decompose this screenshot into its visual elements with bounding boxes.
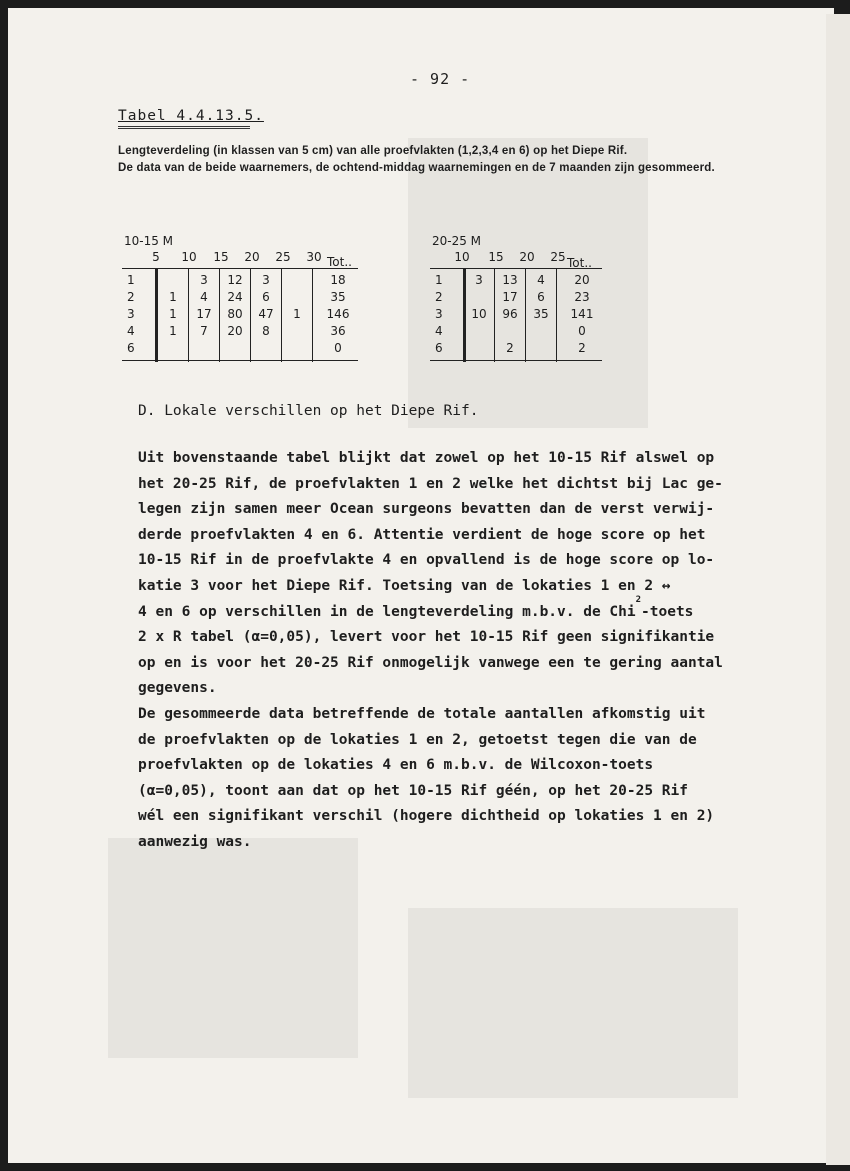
text-line: 10-15 Rif in de proefvlakte 4 en opvallend is de hoge score op lo- <box>138 552 715 569</box>
row-total: 0 <box>334 341 342 355</box>
column-header: 10 <box>454 250 470 264</box>
table-cell: 12 <box>227 273 243 287</box>
text-line: legen zijn samen meer Ocean surgeons bevatten dan de verst verwij- <box>138 501 715 518</box>
row-total: 18 <box>330 273 346 287</box>
bottom-rule <box>430 360 602 361</box>
table-cell: 20 <box>227 324 243 338</box>
row-label: 4 <box>435 324 443 338</box>
row-label: 1 <box>435 273 443 287</box>
text-line: (α=0,05), toont aan dat op het 10-15 Rif géén, op het 20-25 Rif <box>138 782 688 799</box>
table-cell: 17 <box>502 290 518 304</box>
column-header: 20 <box>519 250 535 264</box>
column-divider <box>281 268 282 362</box>
table-cell: 3 <box>200 273 208 287</box>
table-cell: 35 <box>533 307 549 321</box>
table-cell: 1 <box>293 307 301 321</box>
column-divider <box>494 268 495 362</box>
table-cell: 4 <box>200 290 208 304</box>
column-divider <box>250 268 251 362</box>
table-cell: 1 <box>169 290 177 304</box>
bleed-through-shadow <box>108 838 358 1058</box>
text-line: 4 en 6 op verschillen in de lengteverdeling m.b.v. de Chi$^2$-toets <box>138 594 694 620</box>
total-header: Tot.. <box>327 255 352 269</box>
row-total: 23 <box>574 290 590 304</box>
column-divider <box>312 268 313 362</box>
table-cell: 17 <box>196 307 212 321</box>
row-total: 35 <box>330 290 346 304</box>
row-label: 2 <box>127 290 135 304</box>
row-total: 146 <box>326 307 350 321</box>
text-line: derde proefvlakten 4 en 6. Attentie verdient de hoge score op het <box>138 526 706 543</box>
text-line: wél een signifikant verschil (hogere dichtheid op lokaties 1 en 2) <box>138 808 715 825</box>
row-total: 0 <box>578 324 586 338</box>
superscript: 2 <box>635 594 642 605</box>
text-line: Uit bovenstaande tabel blijkt dat zowel op het 10-15 Rif alswel op <box>138 450 715 466</box>
row-total: 2 <box>578 341 586 355</box>
table-cell: 1 <box>169 324 177 338</box>
text-line: katie 3 voor het Diepe Rif. Toetsing van de lokaties 1 en 2 ↔ <box>138 577 671 594</box>
table-cell: 13 <box>502 273 518 287</box>
text-line: op en is voor het 20-25 Rif onmogelijk vanwege een te gering aantal <box>138 654 723 671</box>
column-header: 20 <box>244 250 260 264</box>
table-cell: 10 <box>471 307 487 321</box>
table-cell: 2 <box>506 341 514 355</box>
column-header: 5 <box>152 250 160 264</box>
table-label: 10-15 M <box>124 234 174 248</box>
header-rule <box>430 268 602 269</box>
row-total: 20 <box>574 273 590 287</box>
section-heading: D. Lokale verschillen op het Diepe Rif. <box>138 403 479 419</box>
table-cell: 7 <box>200 324 208 338</box>
table-cell: 24 <box>227 290 243 304</box>
text-line: De gesommeerde data betreffende de totale aantallen afkomstig uit <box>138 705 706 722</box>
text-line: het 20-25 Rif, de proefvlakten 1 en 2 welke het dichtst bij Lac ge- <box>138 475 723 492</box>
text-line: proefvlakten op de lokaties 4 en 6 m.b.v. de Wilcoxon-toets <box>138 757 654 774</box>
table-cell: 80 <box>227 307 243 321</box>
column-header: 15 <box>213 250 229 264</box>
table-20-25 <box>426 230 616 370</box>
text-line: 2 x R tabel (α=0,05), levert voor het 10-15 Rif geen signifikantie <box>138 629 715 646</box>
row-label: 1 <box>127 273 135 287</box>
table-cell: 4 <box>537 273 545 287</box>
total-header: Tot.. <box>567 256 592 270</box>
body-text <box>138 446 738 856</box>
column-header: 30 <box>306 250 322 264</box>
table-cell: 1 <box>169 307 177 321</box>
table-cell: 96 <box>502 307 518 321</box>
column-divider <box>525 268 526 362</box>
bleed-through-shadow <box>408 908 738 1098</box>
row-total: 141 <box>570 307 594 321</box>
text-line: gegevens. <box>138 680 217 697</box>
table-cell: 6 <box>262 290 270 304</box>
row-label: 2 <box>435 290 443 304</box>
column-header: 25 <box>550 250 566 264</box>
document-page <box>8 8 834 1163</box>
table-caption-line-2: De data van de beide waarnemers, de ochtend-middag waarnemingen en de 7 maanden zijn gesommeerd. <box>118 162 715 174</box>
adjacent-page-edge <box>826 14 850 1165</box>
table-title: Tabel 4.4.13.5. <box>118 108 264 124</box>
text-line: de proefvlakten op de lokaties 1 en 2, getoetst tegen die van de <box>138 731 697 748</box>
table-label: 20-25 M <box>432 234 482 248</box>
text-line: aanwezig was. <box>138 833 252 850</box>
row-label: 3 <box>127 307 135 321</box>
column-divider <box>556 268 557 362</box>
row-label: 6 <box>127 341 135 355</box>
table-10-15 <box>118 230 378 370</box>
row-label: 6 <box>435 341 443 355</box>
table-cell: 47 <box>258 307 274 321</box>
row-total: 36 <box>330 324 346 338</box>
column-divider <box>463 268 466 362</box>
column-divider <box>188 268 189 362</box>
page-number: - 92 - <box>410 70 471 88</box>
table-cell: 8 <box>262 324 270 338</box>
column-header: 15 <box>488 250 504 264</box>
table-cell: 6 <box>537 290 545 304</box>
title-double-underline <box>118 126 250 129</box>
table-cell: 3 <box>262 273 270 287</box>
table-caption-line-1: Lengteverdeling (in klassen van 5 cm) van alle proefvlakten (1,2,3,4 en 6) op het Diepe Rif. <box>118 145 628 157</box>
column-header: 10 <box>181 250 197 264</box>
column-divider <box>219 268 220 362</box>
column-header: 25 <box>275 250 291 264</box>
table-cell: 3 <box>475 273 483 287</box>
row-label: 4 <box>127 324 135 338</box>
column-divider <box>155 268 158 362</box>
row-label: 3 <box>435 307 443 321</box>
